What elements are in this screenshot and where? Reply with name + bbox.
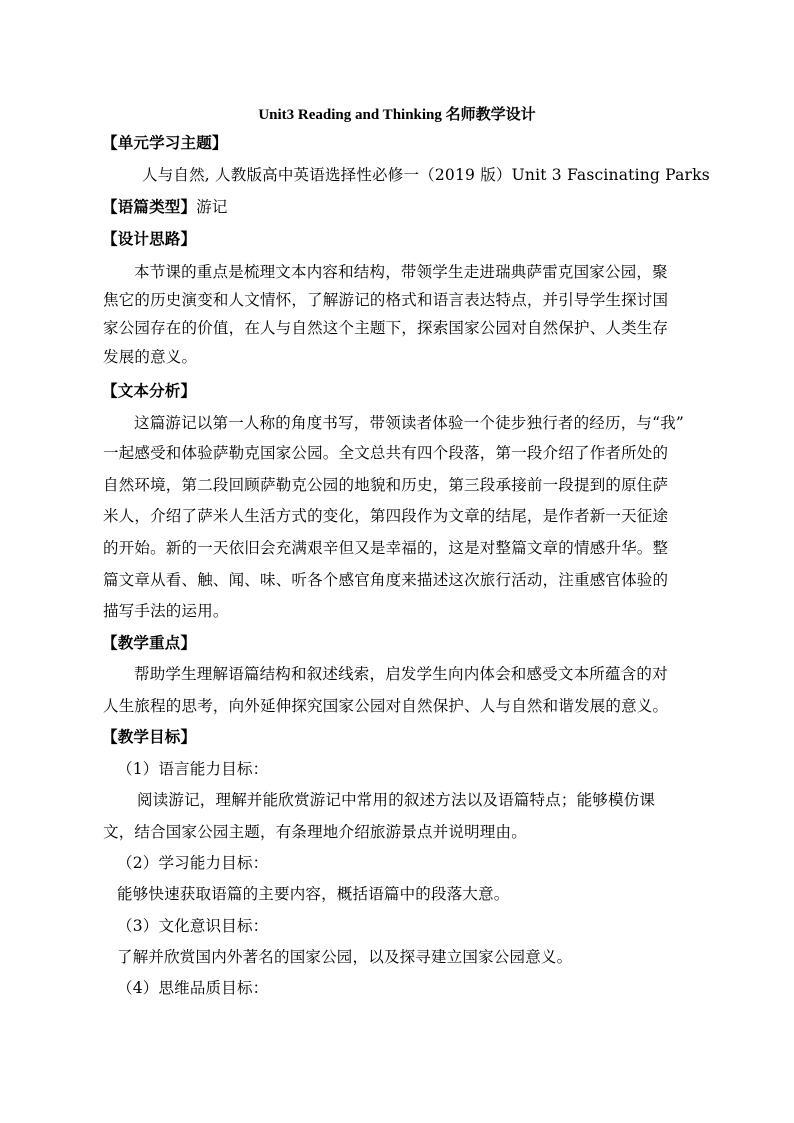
goal-4-label: （4）思维品质目标： [117, 979, 269, 997]
text-type-row [102, 197, 228, 217]
text-type-content: 游记 [196, 198, 228, 216]
design-idea-line: 家公园存在的价值，在人与自然这个主题下，探索国家公园对自然保护、人类生存 [103, 319, 669, 337]
text-analysis-line: 描写手法的运用。 [103, 602, 229, 620]
unit-theme-heading: 【单元学习主题】 [102, 133, 228, 152]
text-analysis-heading: 【文本分析】 [102, 381, 197, 400]
goal-2-line: 能够快速获取语篇的主要内容，概括语篇中的段落大意。 [117, 885, 510, 903]
goal-1-line: 文，结合国家公园主题，有条理地介绍旅游景点并说明理由。 [103, 823, 527, 841]
text-analysis-line: 一起感受和体验萨勒克国家公园。全文总共有四个段落，第一段介绍了作者所处的 [103, 444, 669, 462]
goal-1-line: 阅读游记，理解并能欣赏游记中常用的叙述方法以及语篇特点；能够模仿课 [137, 791, 656, 809]
text-type-heading: 【语篇类型】 [102, 197, 197, 216]
design-idea-line: 本节课的重点是梳理文本内容和结构，带领学生走进瑞典萨雷克国家公园，聚 [134, 263, 668, 281]
teaching-focus-line: 人生旅程的思考，向外延伸探究国家公园对自然保护、人与自然和谐发展的意义。 [103, 697, 669, 715]
teaching-focus-heading: 【教学重点】 [102, 633, 197, 652]
document-title: Unit3 Reading and Thinking 名师教学设计 [258, 107, 536, 123]
unit-theme-content: 人与自然, 人教版高中英语选择性必修一（2019 版）Unit 3 Fascinating Parks [142, 166, 710, 184]
text-analysis-line: 米人，介绍了萨米人生活方式的变化，第四段作为文章的结尾，是作者新一天征途 [103, 507, 669, 525]
text-analysis-line: 自然环境，第二段回顾萨勒克公园的地貌和历史，第三段承接前一段提到的原住萨 [103, 476, 669, 494]
teaching-goals-heading: 【教学目标】 [102, 727, 197, 746]
text-analysis-line: 篇文章从看、触、闻、味、听各个感官角度来描述这次旅行活动，注重感官体验的 [103, 571, 669, 589]
text-analysis-line: 这篇游记以第一人称的角度书写，带领读者体验一个徒步独行者的经历，与“我” [134, 414, 685, 432]
design-idea-line: 焦它的历史演变和人文情怀，了解游记的格式和语言表达特点，并引导学生探讨国 [103, 291, 669, 309]
goal-3-label: （3）文化意识目标： [117, 917, 269, 935]
goal-1-label: （1）语言能力目标： [117, 760, 269, 778]
design-idea-line: 发展的意义。 [103, 348, 198, 366]
goal-2-label: （2）学习能力目标： [117, 854, 269, 872]
text-analysis-line: 的开始。新的一天依旧会充满艰辛但又是幸福的，这是对整篇文章的情感升华。整 [103, 539, 669, 557]
goal-3-line: 了解并欣赏国内外著名的国家公园，以及探寻建立国家公园意义。 [117, 948, 573, 966]
teaching-focus-line: 帮助学生理解语篇结构和叙述线索，启发学生向内体会和感受文本所蕴含的对 [134, 665, 668, 683]
design-idea-heading: 【设计思路】 [102, 229, 197, 248]
